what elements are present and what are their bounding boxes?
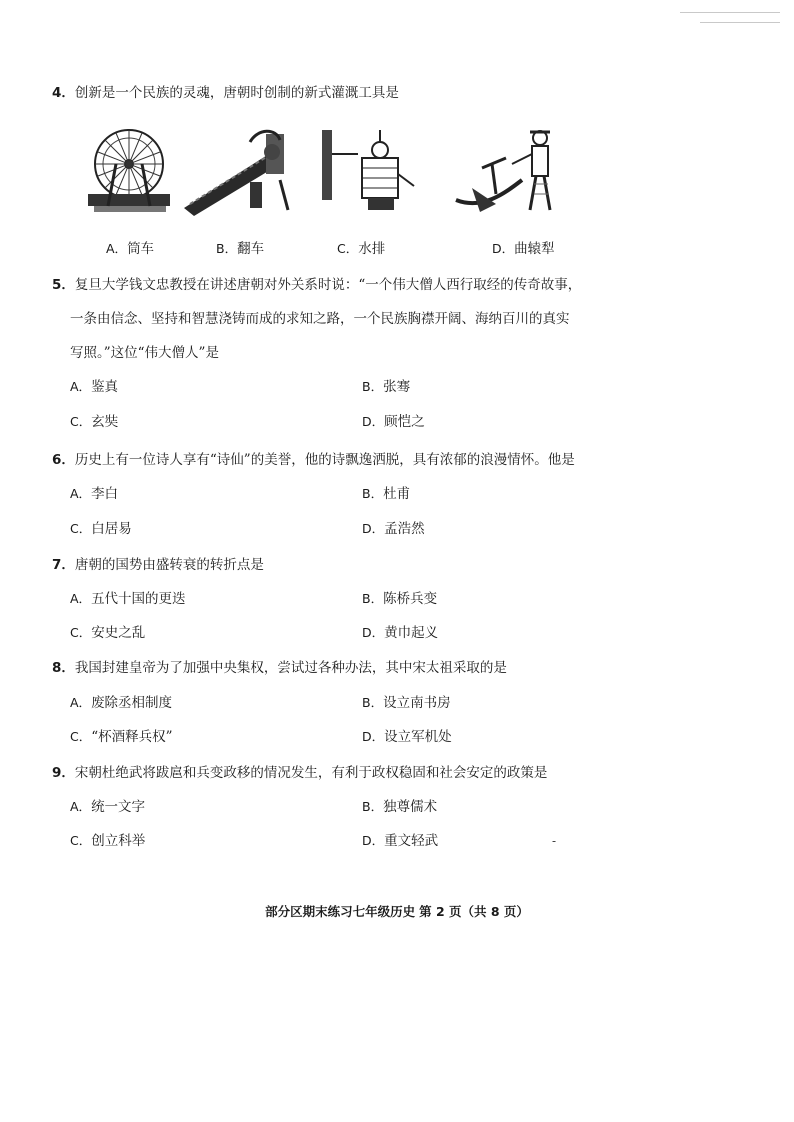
scan-mark [680,12,780,13]
option-b [362,798,437,816]
option-text: 统一文字 [91,799,146,815]
question-7-stem [52,556,264,574]
option-letter: B． [362,486,384,501]
option-text: 玄奘 [91,414,119,430]
question-text: 历史上有一位诗人享有“诗仙”的美誉，他的诗飘逸洒脱，具有浓郁的浪漫情怀。他是 [74,452,575,468]
question-text: 一条由信念、坚持和智慧浇铸而成的求知之路，一个民族胸襟开阔、海纳百川的真实 [70,311,570,327]
option-text: 设立南书房 [383,695,451,711]
option-letter: B． [216,241,238,256]
question-number: 4． [52,85,75,101]
option-text: 废除丞相制度 [91,695,173,711]
option-letter: B． [362,591,384,606]
waterwheel-icon [86,124,172,216]
question-5-stem-line-3 [70,344,219,362]
option-letter: D． [362,414,385,429]
option-c [70,728,173,746]
option-letter: A． [70,799,92,814]
option-text: 张骞 [383,379,411,395]
option-text: 李白 [91,486,119,502]
option-a [70,590,186,608]
option-letter: C． [70,625,92,640]
option-b [362,694,451,712]
option-letter: D． [362,625,385,640]
option-c [337,240,385,258]
option-text: 独尊儒术 [383,799,438,815]
option-text: “杯酒释兵权” [91,729,173,745]
option-text: 设立军机处 [384,729,452,745]
option-letter: D． [492,241,515,256]
option-text: 安史之乱 [91,625,146,641]
footer-page-number: 第 2 页（共 8 页） [419,904,529,919]
option-b [362,485,410,503]
option-a [70,485,118,503]
question-text: 唐朝的国势由盛转衰的转折点是 [74,557,264,573]
option-text: 翻车 [237,241,265,257]
question-5-stem-line-2 [70,310,570,328]
option-a [70,378,118,396]
question-number: 5． [52,277,75,293]
water-bellows-icon [318,124,418,216]
question-9-stem [52,764,547,782]
option-a [70,798,145,816]
question-text: 创新是一个民族的灵魂，唐朝时创制的新式灌溉工具是 [74,85,399,101]
option-text: 白居易 [91,521,132,537]
option-text: 黄巾起义 [384,625,439,641]
option-d [362,413,425,431]
option-letter: A． [70,695,92,710]
option-letter: A． [70,379,92,394]
question-number: 7． [52,557,75,573]
option-text: 五代十国的更迭 [91,591,186,607]
option-text: 水排 [358,241,386,257]
option-letter: C． [70,729,92,744]
option-letter: C． [70,521,92,536]
option-text: 杜甫 [383,486,411,502]
question-5-stem [52,276,581,294]
option-letter: A． [70,591,92,606]
option-d [362,520,425,538]
option-letter: A． [106,241,128,256]
option-a [106,240,154,258]
option-letter: A． [70,486,92,501]
footer-title: 部分区期末练习七年级历史 [265,904,416,919]
option-letter: B． [362,695,384,710]
option-letter: B． [362,379,384,394]
option-text: 创立科举 [91,833,146,849]
stray-mark: - [552,834,557,848]
option-letter: C． [70,833,92,848]
option-b [362,590,437,608]
question-text: 我国封建皇帝为了加强中央集权，尝试过各种办法，其中宋太祖采取的是 [74,660,507,676]
option-d [492,240,555,258]
question-text: 写照。”这位“伟大僧人”是 [70,345,219,361]
question-6-stem [52,451,575,469]
curved-plow-icon [452,124,564,216]
option-d [362,728,452,746]
option-b [216,240,264,258]
question-number: 9． [52,765,75,781]
option-a [70,694,172,712]
question-text: 复旦大学钱文忠教授在讲述唐朝对外关系时说：“一个伟大僧人西行取经的传奇故事， [74,277,582,293]
dragon-bone-pump-icon [180,124,290,216]
option-d [362,624,438,642]
option-text: 重文轻武 [384,833,439,849]
option-text: 鉴真 [91,379,119,395]
scan-mark [700,22,780,23]
option-letter: C． [337,241,359,256]
option-c [70,832,145,850]
option-text: 筒车 [127,241,155,257]
page-footer [0,902,794,920]
option-text: 顾恺之 [384,414,425,430]
option-d [362,832,438,850]
option-c [70,624,145,642]
option-c [70,413,118,431]
option-letter: D． [362,833,385,848]
option-text: 曲辕犁 [514,241,555,257]
option-letter: D． [362,729,385,744]
question-4-stem [52,84,399,102]
option-b [362,378,410,396]
question-number: 8． [52,660,75,676]
option-letter: B． [362,799,384,814]
option-c [70,520,132,538]
option-letter: D． [362,521,385,536]
question-text: 宋朝杜绝武将跋扈和兵变政移的情况发生，有利于政权稳固和社会安定的政策是 [74,765,548,781]
option-text: 陈桥兵变 [383,591,438,607]
option-letter: C． [70,414,92,429]
question-number: 6． [52,452,75,468]
question-8-stem [52,659,507,677]
option-text: 孟浩然 [384,521,425,537]
